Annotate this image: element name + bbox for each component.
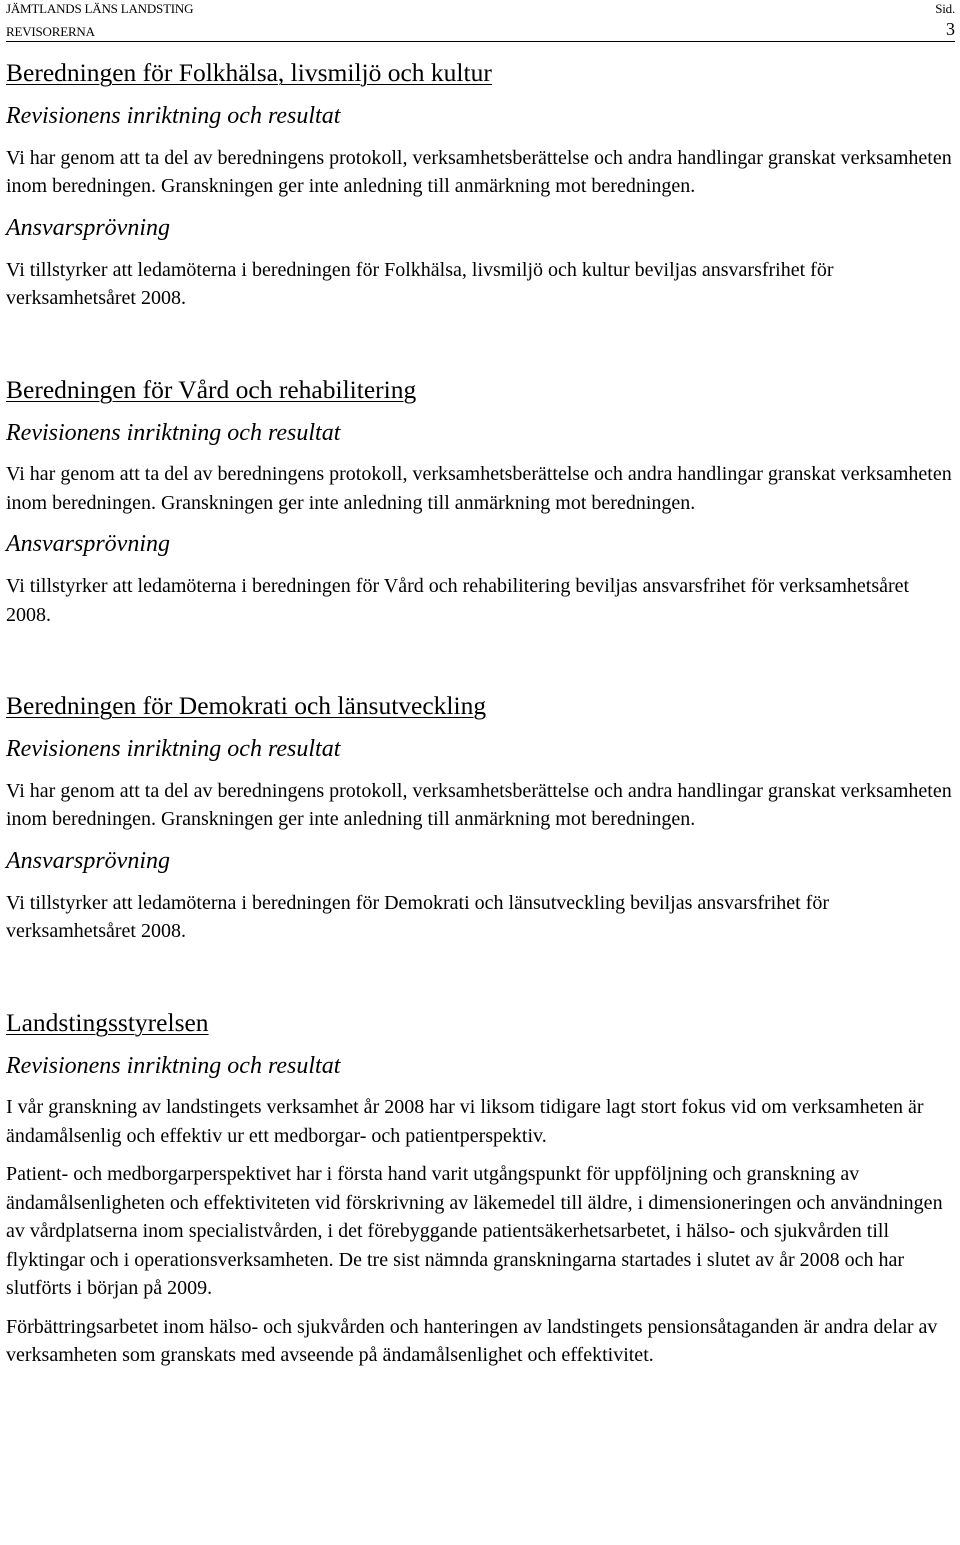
paragraph-patientperspektiv: Patient- och medborgarperspektivet har i första hand varit utgångspunkt för uppföljning och granskning av ändamålsenligheten och effektiviteten vid förskrivning av läkemedel till äldre, i dimensioneringen och användningen av vårdplatserna inom specialistvården, i det förebyggande patientsäkerhetsarbetet, i hälso- och sjukvården till flyktingar och i operationsverksamheten. De tre sist nämnda granskningarna startades i slutet av år 2008 och har slutförts i början på 2009. [6, 1163, 943, 1300]
department-name: REVISORERNA [6, 24, 95, 39]
organization-name: JÄMTLANDS LÄNS LANDSTING [6, 1, 194, 16]
paragraph-revision: Vi har genom att ta del av beredningens protokoll, verksamhetsberättelse och andra handlingar granskat verksamheten inom beredningen. Granskningen ger inte anledning till anmärkning mot beredningen. [6, 463, 952, 514]
section-demokrati [6, 691, 954, 946]
section-title: Beredningen för Folkhälsa, livsmiljö och kultur [6, 58, 492, 87]
section-title: Landstingsstyrelsen [6, 1007, 209, 1037]
subheading-ansvarsprovning: Ansvarsprövning [6, 847, 170, 874]
paragraph-revision: Vi har genom att ta del av beredningens protokoll, verksamhetsberättelse och andra handlingar granskat verksamheten inom beredningen. Granskningen ger inte anledning till anmärkning mot beredningen. [6, 146, 952, 198]
subheading-ansvarsprovning: Ansvarsprövning [6, 214, 170, 241]
section-landstingsstyrelsen [6, 1008, 954, 1370]
paragraph-forbattringsarbete: Förbättringsarbetet inom hälso- och sjukvården och hanteringen av landstingets pensionsåtaganden är andra delar av verksamheten som granskats med avseende på ändamålsenlighet och effektivitet. [6, 1315, 938, 1367]
section-vard [6, 375, 954, 630]
paragraph-ansvarsprovning: Vi tillstyrker att ledamöterna i beredningen för Demokrati och länsutveckling beviljas ansvarsfrihet för verksamhetsåret 2008. [6, 891, 829, 942]
subheading-revision: Revisionens inriktning och resultat [6, 736, 341, 763]
paragraph-ansvarsprovning: Vi tillstyrker att ledamöterna i beredningen för Folkhälsa, livsmiljö och kultur beviljas ansvarsfrihet för verksamhetsåret 2008. [6, 258, 834, 309]
page-header [6, 0, 955, 42]
page-label: Sid. [935, 1, 955, 16]
subheading-revision: Revisionens inriktning och resultat [6, 1052, 341, 1079]
subheading-ansvarsprovning: Ansvarsprövning [6, 531, 170, 558]
section-title: Beredningen för Demokrati och länsutveckling [6, 691, 487, 720]
subheading-revision: Revisionens inriktning och resultat [6, 419, 341, 446]
page-number: 3 [946, 19, 955, 39]
section-title: Beredningen för Vård och rehabilitering [6, 374, 417, 404]
paragraph-revision: Vi har genom att ta del av beredningens protokoll, verksamhetsberättelse och andra handlingar granskat verksamheten inom beredningen. Granskningen ger inte anledning till anmärkning mot beredningen. [6, 779, 952, 831]
paragraph-ansvarsprovning: Vi tillstyrker att ledamöterna i beredningen för Vård och rehabilitering beviljas ansvarsfrihet för verksamhetsåret 2008. [6, 575, 910, 626]
paragraph-granskning-fokus: I vår granskning av landstingets verksamhet år 2008 har vi liksom tidigare lagt stort fokus vid om verksamheten är ändamålsenlig och effektiv ur ett medborgar- och patientperspektiv. [6, 1096, 924, 1147]
document-body [6, 58, 954, 1370]
subheading-revision: Revisionens inriktning och resultat [6, 103, 341, 130]
section-folkhalsa [6, 58, 954, 313]
